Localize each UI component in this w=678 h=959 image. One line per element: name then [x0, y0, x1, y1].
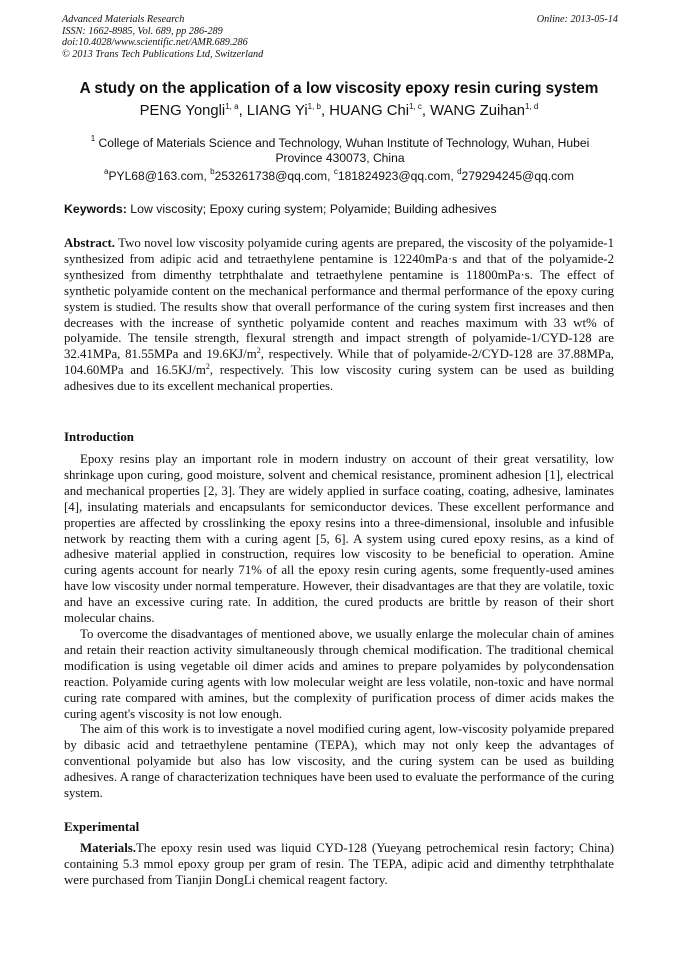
journal-name: Advanced Materials Research — [62, 14, 185, 25]
email-list: $^a$PYL68@163.com, $^b$253261738@qq.com, $^c$181824923@qq.com, $^d$279294245@qq.com — [104, 167, 574, 183]
abstract-sup-1: 2 — [256, 346, 261, 356]
experimental-heading: Experimental — [64, 820, 140, 834]
email-sup: d — [457, 167, 462, 176]
author-name: PENG Yongli — [139, 103, 226, 119]
experimental-body — [64, 841, 614, 889]
email-sup: b — [210, 167, 215, 176]
journal-doi: doi:10.4028/www.scientific.net/AMR.689.286 — [62, 37, 248, 49]
author-sup: 1, b — [307, 102, 321, 111]
affiliation-text: College of Materials Science and Technology, Wuhan Institute of Technology, Wuhan, Hubei Province 430073, China — [98, 136, 590, 165]
affiliation — [80, 131, 600, 166]
intro-paragraph-2: To overcome the disadvantages of mentioned above, we usually enlarge the molecular chain of amines and retain their reaction activity simultaneously through chemical modification. The traditional chemical modification is using vegetable oil dimer acids and amines to prepare polyamides by polycondensation reaction. Polyamide curing agents with low molecular weight are less volatile, non-toxic and have normal curing rate compared with amines, but the complexity of purification process of dimer acids makes the curing agent's viscosity is not low enough. — [64, 626, 614, 721]
email-link[interactable]: 253261738@qq.com — [214, 169, 328, 183]
email-sup: c — [333, 167, 338, 176]
affiliation-sup: 1 — [90, 134, 96, 143]
author-list: PENG Yongli$^{1, a}$, LIANG Yi$^{1, b}$, HUANG Chi$^{1, c}$, WANG Zuihan$^{1, d}$ — [139, 102, 539, 119]
journal-copyright: © 2013 Trans Tech Publications Ltd, Switzerland — [62, 48, 264, 60]
abstract-text-3: , respectively. This low viscosity curing system can be used as building adhesives due to its excellent mechanical properties. — [64, 363, 615, 394]
introduction-body — [64, 452, 614, 802]
abstract — [64, 236, 614, 395]
abstract-label: Abstract. — [64, 236, 116, 250]
email-link[interactable]: 181824923@qq.com — [337, 169, 451, 183]
keywords-label: Keywords: — [64, 202, 127, 216]
author-name: LIANG Yi — [246, 103, 308, 119]
author-name: HUANG Chi — [329, 103, 409, 119]
author-sup: 1, a — [225, 102, 239, 111]
materials-text: The epoxy resin used was liquid CYD-128 (Yueyang petrochemical resin factory; China) containing 5.3 mmol epoxy group per gram of resin. The TEPA, adipic acid and dimenthy tetrphthalate were purchased from Tianjin DongLi chemical reagent factory. — [64, 841, 614, 887]
email-sup: a — [104, 167, 109, 176]
abstract-sup-2: 2 — [205, 362, 210, 372]
journal-header — [62, 14, 618, 60]
introduction-heading: Introduction — [64, 430, 134, 444]
intro-paragraph-3: The aim of this work is to investigate a novel modified curing agent, low-viscosity polyamide prepared by dibasic acid and tetraethylene pentamine (TEPA), which may not only keep the advantages of conventional polyamide but also has low viscosity, and the curing system can be used as building adhesives. A range of characterization techniques have been used to evaluate the performance of the curing system. — [64, 722, 614, 801]
email-link[interactable]: PYL68@163.com — [108, 169, 204, 183]
materials-label: Materials. — [80, 841, 136, 855]
author-name: WANG Zuihan — [430, 103, 525, 119]
paper-title: A study on the application of a low viscosity epoxy resin curing system — [79, 80, 599, 97]
author-sup: 1, c — [409, 102, 422, 111]
keywords — [64, 202, 497, 216]
email-link[interactable]: 279294245@qq.com — [461, 169, 574, 183]
abstract-text-2: , respectively. While that of polyamide-2/CYD-128 are 37.88MPa, 104.60MPa and 16.5KJ/m — [64, 347, 614, 378]
online-date: Online: 2013-05-14 — [536, 14, 618, 25]
journal-issn: ISSN: 1662-8985, Vol. 689, pp 286-289 — [62, 25, 223, 37]
keywords-text: Low viscosity; Epoxy curing system; Polyamide; Building adhesives — [130, 202, 497, 216]
author-sup: 1, d — [524, 102, 539, 111]
abstract-text-1: Two novel low viscosity polyamide curing agents are prepared, the viscosity of the polyamide-1 synthesized from adipic acid and tetraethylene pentamine is 12240mPa·s and that of the polyamide-2 synthesized from dimenthy tetrphthalate and tetraethylene pentamine is 11800mPa·s. The effect of synthetic polyamide content on the mechanical performance and thermal performance of the epoxy curing system is studied. The results show that overall performance of the curing system first increases and then decreases with the increase of synthetic polyamide content and reaches maximum with 33 wt% of polyamide. The tensile strength, flexural strength and impact strength of polyamide-1/CYD-128 are 32.41MPa, 81.55MPa and 19.6KJ/m — [64, 236, 614, 362]
intro-paragraph-1: Epoxy resins play an important role in modern industry on account of their great versatility, low shrinkage upon curing, good moisture, solvent and chemical resistance, prominent adhesion [1], electrical and mechanical properties [2, 3]. They are widely applied in surface coating, coating, adhesive, laminates [4], insulating materials and encapsulants for semiconductor devices. These excellent performance and properties are affected by crosslinking the epoxy resins into a three-dimensional, insoluble and infusible network by reacting them with a curing agent [5, 6]. A system using cured epoxy resins, as a kind of adhesive material applied in construction, requires low viscosity to be beneficial to operation. Amine curing agents account for nearly 71% of all the epoxy resin curing agents, some frequently-used amines have low viscosity under normal temperature. However, their disadvantages are that they are volatile, toxic and have an excessive curing rate. In addition, the cured products are brittle by reason of their short molecular chains. — [64, 452, 614, 626]
